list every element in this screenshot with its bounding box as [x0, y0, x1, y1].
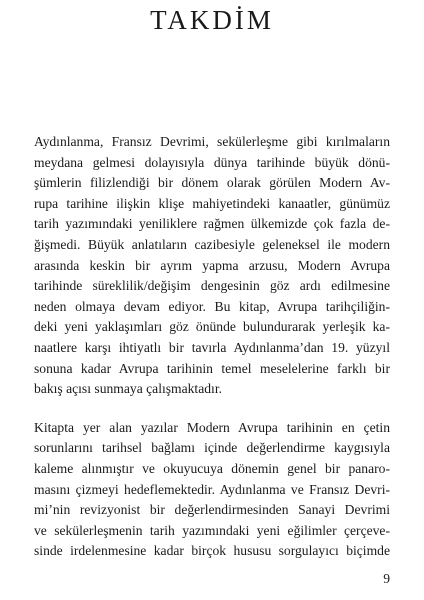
text-line: sonuna kadar Avrupa tarihinin temel meselelerine farklı bir: [34, 360, 390, 376]
text-line: rupa tarihine ilişkin klişe mahiyetindeki kanaatler, günümüz: [34, 195, 390, 211]
text-line: sorunlarını tarihsel bağlamı içinde değerlendirme kaygısıyla: [34, 440, 390, 456]
text-line: tarihinde süreklilik/değişim dengesinin göz ardı edilmesine: [34, 278, 390, 294]
text-line: arasında keskin bir ayrım yapma arzusu, Modern Avrupa: [34, 257, 390, 273]
text-line: bakış açısı sunmaya çalışmaktadır.: [34, 381, 222, 397]
text-line: şümlerin filizlendiği bir dönem olarak görülen Modern Av-: [34, 175, 390, 191]
text-line: naatlere karşı ihtiyatlı bir tavırla Aydınlanma’dan 19. yüzyıl: [34, 339, 390, 355]
text-line: kaleme alınmıştır ve okuyucuya dönemin genel bir panaro-: [34, 460, 390, 476]
body-text: [34, 132, 390, 562]
text-line: sinde irdelenmesine kadar birçok hususu sorgulayıcı biçimde: [34, 543, 390, 559]
paragraph-2: [34, 418, 390, 562]
text-line: tarih yazımındaki yeniliklere rağmen ülkemizde çok fazla de-: [34, 216, 390, 232]
text-line: ğişmedi. Büyük anlatıların cazibesiyle geleneksel ile modern: [34, 236, 390, 252]
page-title: TAKDİM: [150, 5, 274, 35]
text-line: Aydınlanma, Fransız Devrimi, sekülerleşme gibi kırılmaların: [34, 134, 390, 149]
text-line: masını çizmeyi hedeflemektedir. Aydınlanma ve Fransız Devri-: [34, 481, 390, 497]
text-line: deki yeni yaklaşımları göz önünde bulundurarak yerleşik ka-: [34, 319, 390, 335]
text-line: neden olmaya devam ediyor. Bu kitap, Avrupa tarihçiliğin-: [34, 298, 390, 314]
text-line: Kitapta yer alan yazılar Modern Avrupa tarihinin en çetin: [34, 419, 390, 435]
text-line: meydana gelmesi dolayısıyla dünya tarihinde büyük dönü-: [34, 154, 390, 170]
text-line: ve sekülerleşmenin tarih yazımındaki yeni eğilimler çerçeve-: [34, 522, 390, 538]
text-line: mi’nin revizyonist bir değerlendirmesinden Sanayi Devrimi: [34, 502, 390, 518]
page-number: 9: [383, 571, 390, 586]
paragraph-1: [34, 132, 390, 400]
paragraph-gap: [34, 400, 390, 418]
